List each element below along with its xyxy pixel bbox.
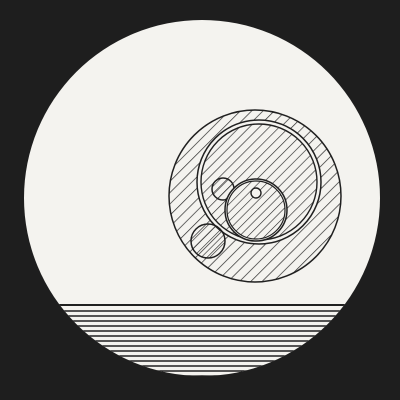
small-lower-circle	[191, 224, 225, 258]
tiny-highlight-circle	[251, 188, 261, 198]
